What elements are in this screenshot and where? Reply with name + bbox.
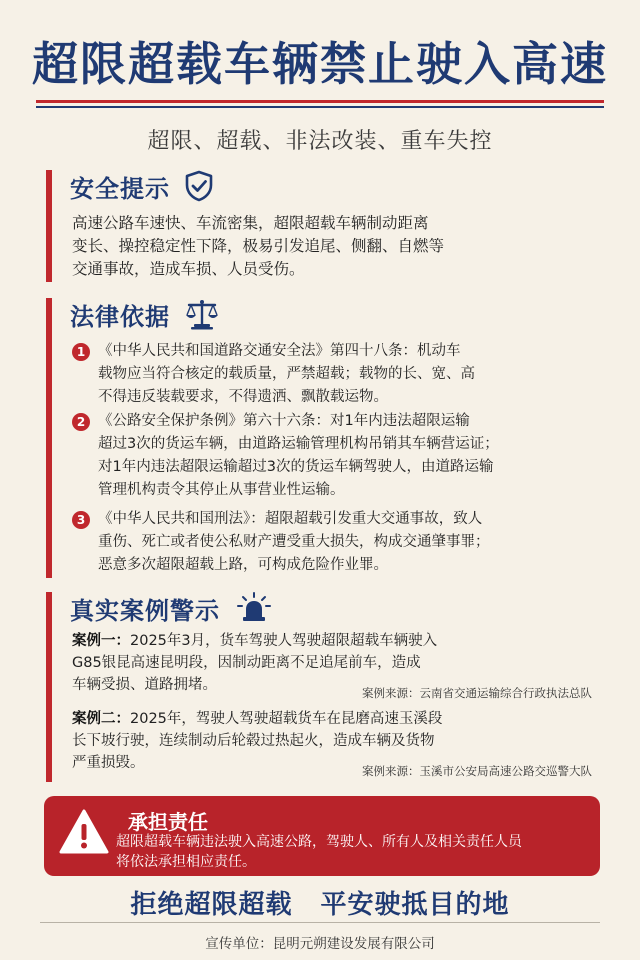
title-rule-red	[36, 100, 604, 103]
law-line: 超过3次的货运车辆，由道路运输管理机构吊销其车辆营运证；	[98, 436, 499, 452]
responsibility-banner	[44, 796, 600, 876]
law-heading: 法律依据	[70, 302, 170, 331]
section-accent-bar	[46, 170, 52, 282]
law-line: 对1年内违法超限运输超过3次的货运车辆驾驶人，由道路运输	[98, 459, 494, 475]
law-section	[46, 296, 606, 580]
page-subtitle: 超限、超载、非法改装、重车失控	[147, 129, 493, 154]
alarm-bell-icon	[234, 592, 274, 624]
case-line: G85银昆高速昆明段，因制动距离不足追尾前车，造成	[72, 655, 421, 671]
case-source: 案例来源：玉溪市公安局高速公路交巡警大队	[362, 764, 592, 778]
title-rule-blue	[36, 106, 604, 108]
scales-of-justice-icon	[184, 298, 220, 330]
item-number-badge: 2	[72, 413, 90, 431]
case-text: 2025年，驾驶人驾驶超载货车在昆磨高速玉溪段	[130, 711, 443, 727]
law-line: 重伤、死亡或者使公私财产遭受重大损失，构成交通肇事罪；	[98, 534, 490, 550]
page-title: 超限超载车辆禁止驶入高速	[32, 37, 608, 91]
safety-line: 高速公路车速快、车流密集，超限超载车辆制动距离	[72, 214, 429, 232]
case-first-line	[72, 630, 437, 652]
case-line: 车辆受损、道路拥堵。	[72, 677, 217, 693]
section-accent-bar	[46, 592, 52, 782]
law-line: 《公路安全保护条例》第六十六条：对1年内违法超限运输	[98, 413, 470, 429]
shield-check-icon	[184, 170, 214, 202]
cases-heading: 真实案例警示	[70, 596, 220, 625]
cases-section	[46, 590, 606, 786]
case-text: 2025年3月，货车驾驶人驾驶超限超载车辆驶入	[130, 633, 438, 649]
responsibility-text	[116, 832, 596, 872]
case-label: 案例二：	[72, 711, 130, 727]
item-number-badge: 1	[72, 343, 90, 361]
slogan-rule	[40, 922, 600, 923]
responsibility-heading: 承担责任	[128, 810, 208, 834]
cases-header	[70, 590, 274, 626]
footer-publisher: 宣传单位：昆明元朔建设发展有限公司	[205, 936, 435, 952]
case-first-line	[72, 708, 442, 730]
warning-triangle-icon	[58, 808, 110, 860]
case-label: 案例一：	[72, 633, 130, 649]
case-line: 长下坡行驶，连续制动后轮毂过热起火，造成车辆及货物	[72, 733, 435, 749]
law-line: 载物应当符合核定的载质量，严禁超载；载物的长、宽、高	[98, 366, 475, 382]
safety-line: 交通事故，造成车损、人员受伤。	[72, 260, 305, 278]
law-line: 《中华人民共和国刑法》：超限超载引发重大交通事故，致人	[98, 511, 483, 527]
item-number-badge: 3	[72, 511, 90, 529]
responsibility-line: 超限超载车辆违法驶入高速公路，驾驶人、所有人及相关责任人员	[116, 834, 522, 850]
safety-line: 变长、操控稳定性下降，极易引发追尾、侧翻、自燃等	[72, 237, 445, 255]
case-source: 案例来源：云南省交通运输综合行政执法总队	[362, 686, 592, 700]
case-line: 严重损毁。	[72, 755, 145, 771]
law-line: 管理机构责令其停止从事营业性运输。	[98, 482, 345, 498]
safety-header	[70, 168, 214, 204]
law-line: 《中华人民共和国道路交通安全法》第四十八条：机动车	[98, 343, 461, 359]
safety-heading: 安全提示	[70, 174, 170, 203]
responsibility-line: 将依法承担相应责任。	[116, 854, 256, 870]
law-line: 恶意多次超限超载上路，可构成危险作业罪。	[98, 557, 388, 573]
law-header	[70, 296, 220, 332]
slogan: 拒绝超限超载 平安驶抵目的地	[130, 890, 510, 920]
law-line: 不得违反装载要求，不得遗洒、飘散载运物。	[98, 389, 388, 405]
section-accent-bar	[46, 298, 52, 578]
safety-section	[46, 168, 606, 286]
